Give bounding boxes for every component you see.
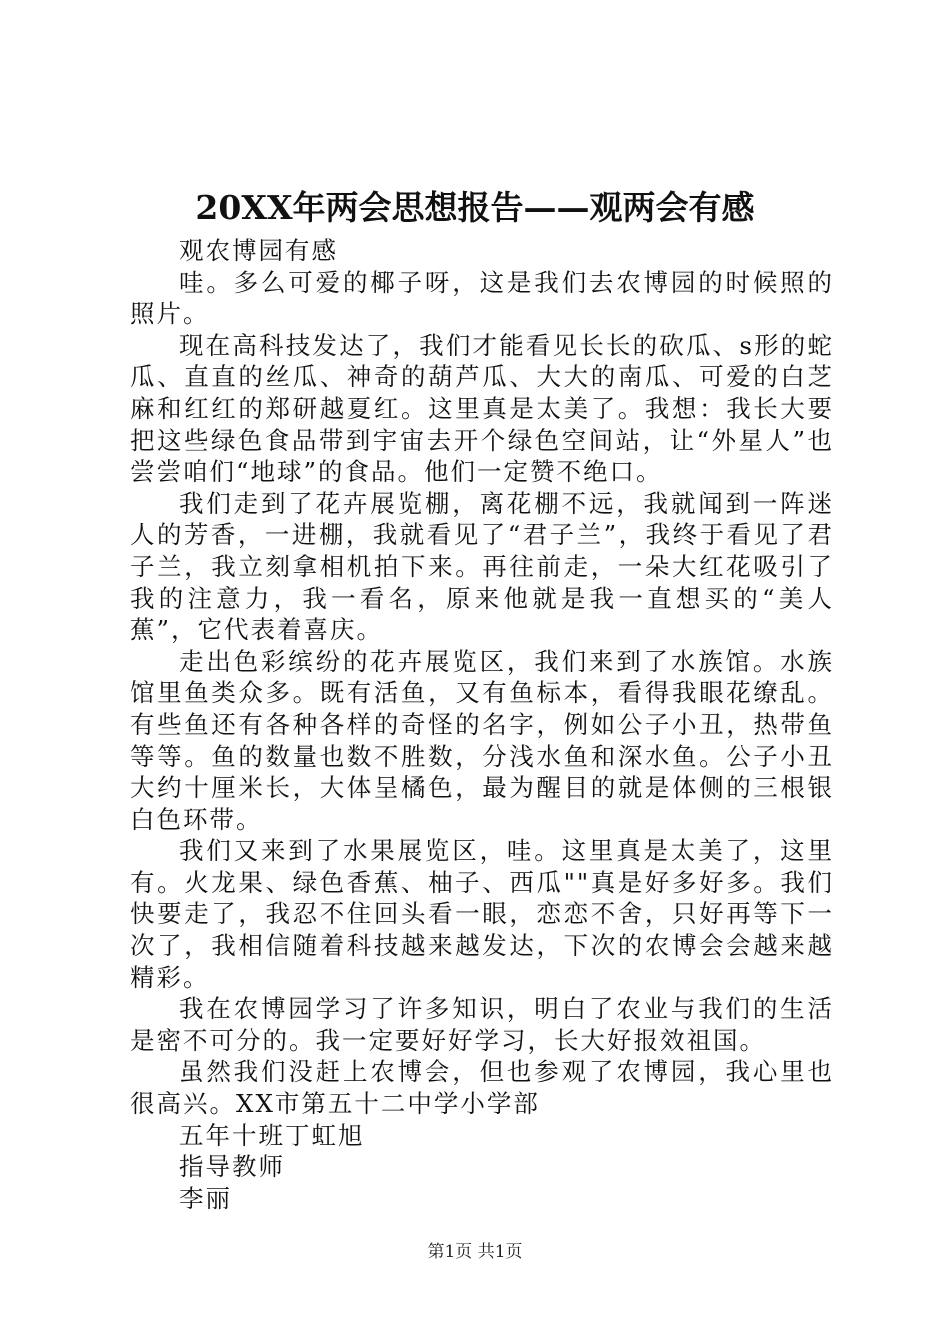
author-name: 五年十班丁虹旭	[179, 1120, 365, 1150]
paragraph: 走出色彩缤纷的花卉展览区，我们来到了水族馆。水族馆里鱼类众多。既有活鱼，又有鱼标本，看得我眼花缭乱。有些鱼还有各种各样的奇怪的名字，例如公子小丑，热带鱼等等。鱼的数量也数不胜数，分浅水鱼和深水鱼。公子小丑大约十厘米长，大体呈橘色，最为醒目的就是体侧的三根银白色环带。	[130, 646, 834, 834]
advisor-label: 指导教师	[179, 1152, 285, 1182]
paragraph: 哇。多么可爱的椰子呀，这是我们去农博园的时候照的照片。	[130, 267, 834, 329]
paragraph: 现在高科技发达了，我们才能看见长长的砍瓜、s形的蛇瓜、直直的丝瓜、神奇的葫芦瓜、大大的南瓜、可爱的白芝麻和红红的郑研越夏红。这里真是太美了。我想：我长大要把这些绿色食品带到宇宙去开个绿色空间站，让“外星人”也尝尝咱们“地球”的食品。他们一定赞不绝口。	[130, 330, 834, 487]
paragraph: 我在农博园学习了许多知识，明白了农业与我们的生活是密不可分的。我一定要好好学习，长大好报效祖国。	[130, 994, 834, 1055]
advisor-name: 李丽	[179, 1183, 232, 1213]
paragraph: 虽然我们没赶上农博会，但也参观了农博园，我心里也很高兴。XX市第五十二中学小学部	[130, 1057, 834, 1119]
paragraph: 我们走到了花卉展览棚，离花棚不远，我就闻到一阵迷人的芳香，一进棚，我就看见了“君子兰”，我终于看见了君子兰，我立刻拿相机拍下来。再往前走，一朵大红花吸引了我的注意力，我一看名，原来他就是我一直想买的“美人蕉”，它代表着喜庆。	[130, 488, 834, 645]
document-body	[130, 235, 834, 1214]
paragraph: 我们又来到了水果展览区，哇。这里真是太美了，这里有。火龙果、绿色香蕉、柚子、西瓜""真是好多好多。我们快要走了，我忍不住回头看一眼，恋恋不舍，只好再等下一次了，我相信随着科技越来越发达，下次的农博会会越来越精彩。	[130, 836, 834, 992]
document-title: 20XX年两会思想报告——观两会有感	[195, 188, 755, 227]
page-number-footer: 第1页 共1页	[427, 1242, 523, 1262]
paragraph-subtitle: 观农博园有感	[179, 236, 338, 265]
